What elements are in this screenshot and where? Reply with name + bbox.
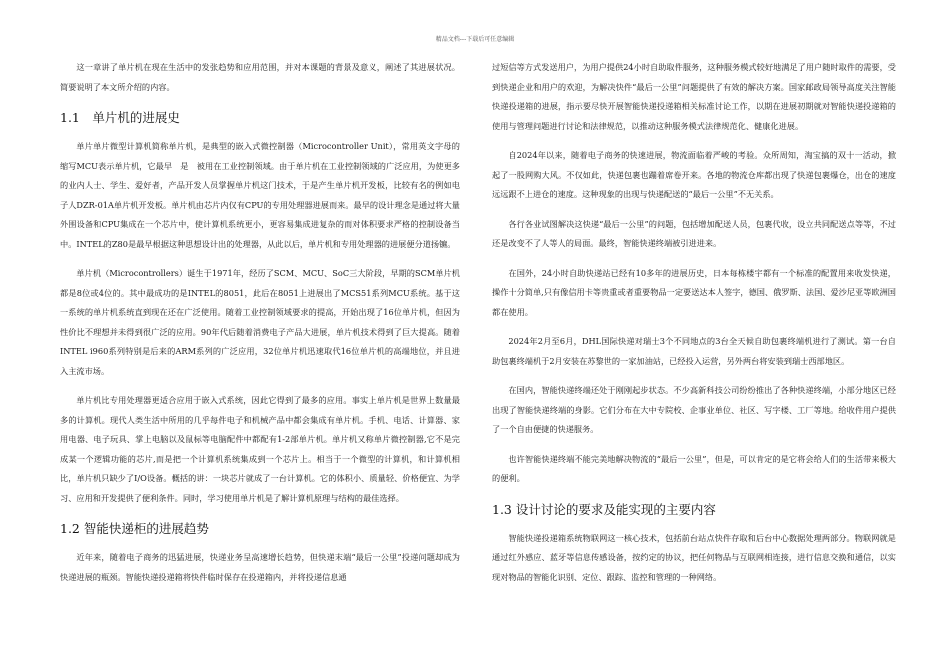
body-paragraph: 各行各业试图解决这快递“最后一公里”的问题，包括增加配送人员，包裹代收，设立共同配送点等等，不过还是改变不了人等人的局面。最终，智能快递终端被引进进来。 [492, 218, 896, 248]
body-paragraph: 单片机（Microcontrollers）诞生于1971年，经历了SCM、MCU、SoC三大阶段，早期的SCM单片机都是8位或4位的。其中最成功的是INTEL的8051，此后在8051上进展出了MCS51系列MCU系统。基于这一系统的单片机系统直到现在还在广泛使用。随着工业控制领域要求的提高，开始出现了16位单片机，但因为性价比不理想并未得到很广泛的应用。90年代后随着消费电子产品大进展，单片机技术得到了巨大提高。随着INTEL i960系列特别是后来的ARM系列的广泛应用，32位单片机迅速取代16位单片机的高端地位，并且进入主流市场。 [60, 268, 460, 376]
section-heading-1-1: 1.1 单片机的进展史 [60, 110, 180, 125]
section-heading-1-3: 1.3 设计讨论的要求及能实现的主要内容 [492, 501, 716, 517]
section-heading-1-2: 1.2 智能快递柜的进展趋势 [60, 521, 209, 536]
left-column [60, 58, 460, 597]
body-paragraph: 近年来，随着电子商务的迅猛进展，快递业务呈高速增长趋势，但快递末端“最后一公里”投递问题却成为快递进展的瓶颈。智能快递投递箱将快件临时保存在投递箱内，并将投递信息通 [60, 552, 460, 582]
body-paragraph: 单片机比专用处理器更适合应用于嵌入式系统，因此它得到了最多的应用。事实上单片机是世界上数量最多的计算机。现代人类生活中所用的几乎每件电子和机械产品中都会集成有单片机。手机、电话、计算器、家用电器、电子玩具、掌上电脑以及鼠标等电脑配件中都配有1-2部单片机。单片机又称单片微控制器,它不是完成某一个逻辑功能的芯片,而是把一个计算机系统集成到一个芯片上。相当于一个微型的计算机，和计算机相比，单片机只缺少了I/O设备。概括的讲：一块芯片就成了一台计算机。它的体积小、质量轻、价格便宜、为学习、应用和开发提供了便利条件。同时，学习使用单片机是了解计算机原理与结构的最佳选择。 [60, 395, 460, 503]
body-paragraph: 也许智能快递终端不能完美地解决物流的“最后一公里”，但是，可以肯定的是它将会给人们的生活带来极大的便利。 [492, 453, 896, 483]
body-paragraph: 在国内，智能快递终端还处于刚刚起步状态。不少高新科技公司纷纷推出了各种快递终端，小部分地区已经出现了智能快递终端的身影。它们分布在大中专院校、企事业单位、社区、写字楼、工厂等地。给收件用户提供了一个自由便捷的快递服务。 [492, 385, 896, 434]
body-paragraph: 单片单片微型计算机简称单片机，是典型的嵌入式微控制器（Microcontroller Unit），常用英文字母的缩写MCU表示单片机，它最早 是 被用在工业控制领域。由于单片机在工业控制领域的广泛应用，为使更多的业内人士、学生、爱好者，产品开发人员掌握单片机这门技术，于是产生单片机开发板，比较有名的例如电子人DZR-01A单片机开发板。单片机由芯片内仅有CPU的专用处理器进展而来。最早的设计理念是通过将大量外围设备和CPU集成在一个芯片中，使计算机系统更小，更容易集成进复杂的而对体积要求严格的控制设备当中。INTEL的Z80是最早根据这种思想设计出的处理器，从此以后，单片机和专用处理器的进展便分道扬镳。 [60, 141, 460, 249]
header-watermark: 精品文档---下载后可任意编辑 [435, 36, 515, 43]
continued-paragraph: 过短信等方式发送用户，为用户提供24小时自助取件服务，这种服务模式较好地满足了用户随时取件的需要，受到快递企业和用户的欢迎，为解决快件“最后一公里”问题提供了有效的解决方案。国家邮政局领导高度关注智能快递投递箱的进展，指示要尽快开展智能快递投递箱相关标准讨论工作，以期在进展初期就对智能快递投递箱的使用与管理问题进行讨论和法律规范，以推动这种服务模式法律规范化、健康化进展。 [492, 62, 896, 131]
body-paragraph: 智能快递投递箱系统物联网这一核心技术，包括前台站点快件存取和后台中心数据处理两部分。物联网就是通过红外感应、蓝牙等信息传感设备，按约定的协议，把任何物品与互联网相连接，进行信息交换和通信，以实现对物品的智能化识别、定位、跟踪、监控和管理的一种网络。 [492, 532, 896, 582]
intro-paragraph: 这一章讲了单片机在现在生活中的发张趋势和应用范围，并对本课题的背景及意义，阐述了其进展状况。简要说明了本文所介绍的内容。 [60, 62, 460, 92]
right-column [492, 58, 896, 597]
body-paragraph: 在国外，24小时自助快递站已经有10多年的进展历史，日本每栋楼宇都有一个标准的配置用来收发快递，操作十分简单,只有像信用卡等贵重或者重要物品一定要送达本人签字，德国、俄罗斯、法国、爱沙尼亚等欧洲国都在使用。 [492, 267, 896, 317]
body-paragraph: 2024年2月至6月，DHL国际快递对瑞士3个不同地点的3台全天候自助包裹终端机进行了测试。第一台自助包裹终端机于2月安装在苏黎世的一家加油站，已经投入运营，另外两台将安装到瑞士西部地区。 [492, 336, 896, 366]
body-paragraph: 自2024年以来，随着电子商务的快速进展，物流面临着严峻的考验。众所周知，淘宝搞的双十一活动，掀起了一股网购大风。不仅如此，快递包裹也蹦着席卷开来。各地的物流仓库都出现了快递包裹爆仓，出仓的速度远远跟不上进仓的速度。这种现象的出现与快递配送的“最后一公里”不无关系。 [492, 150, 896, 199]
